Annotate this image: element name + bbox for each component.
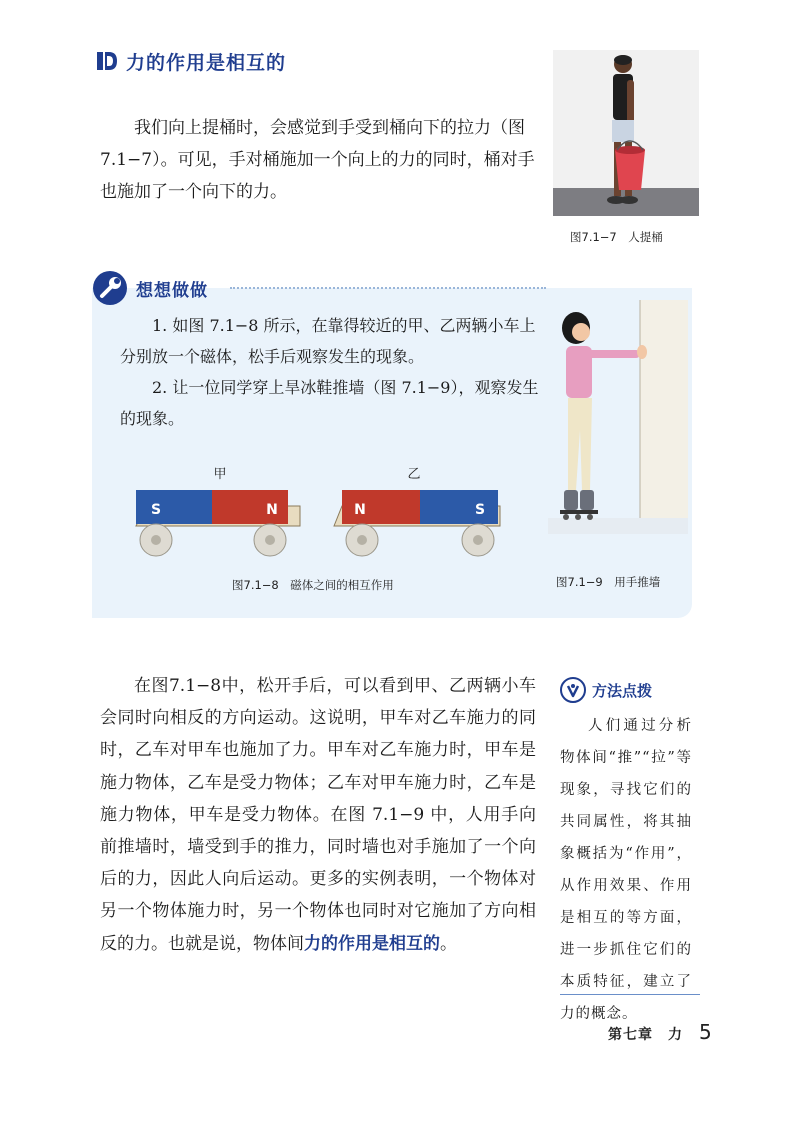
section-marker-icon: [96, 50, 118, 72]
main-text-body: 在图7.1−8中，松开手后，可以看到甲、乙两辆小车会同时向相反的方向运动。这说明，甲车对乙车施力的同时，乙车对甲车也施加了力。甲车对乙车施力时，甲车是施力物体，乙车是受力物体；乙车对甲车施力时，乙车是施力物体，甲车是受力物体。在图 7.1−9 中，人用手向前推墙时，墙受到手的推力，同时墙也对手施加了一个向后的力，因此人向后运动。更多的实例表明，一个物体对另一个物体施力时，另一个物体也同时对它施加了方向相反的力。也就是说，物体间: [100, 676, 536, 954]
sidebar-title: 方法点拨: [592, 681, 653, 700]
section-title: 力的作用是相互的: [126, 51, 287, 74]
figure-magnet-carts: [128, 456, 508, 564]
figure-7-1-8-caption: 图7.1−8 磁体之间的相互作用: [232, 578, 394, 592]
figure-7-1-9-caption: 图7.1−9 用手推墙: [556, 575, 661, 589]
intro-text: 我们向上提桶时，会感觉到手受到桶向下的拉力（图7.1−7）。可见，手对桶施加一个向上的力的同时，桶对手也施加了一个向下的力。: [100, 118, 535, 202]
page-footer: [608, 1020, 712, 1044]
car-b-label: 乙: [407, 467, 421, 482]
page-number: 5: [699, 1020, 712, 1044]
sidebar-text-block: [560, 710, 692, 1030]
activity-header: [92, 268, 208, 308]
magnet-b-south-end: [420, 490, 498, 524]
magnet-a-south-end: [136, 490, 212, 524]
section-heading: [96, 46, 286, 76]
magnet-a-s-label: S: [150, 502, 162, 518]
activity-divider: [230, 287, 546, 289]
main-text-end: 。: [440, 933, 457, 954]
sidebar-text: 人们通过分析物体间“推”“拉”等现象，寻找它们的共同属性，将其抽象概括为“作用”，从作用效果、作用是相互的等方面，进一步抓住它们的本质特征，建立了力的概念。: [560, 718, 692, 1022]
figure-7-1-7-caption: 图7.1−7 人提桶: [570, 230, 663, 244]
intro-paragraph: [100, 112, 540, 208]
figure-person-lifting-bucket: [553, 50, 699, 216]
main-text: [100, 670, 536, 960]
activity-instructions: [120, 310, 540, 434]
magnet-b-n-label: N: [354, 502, 366, 518]
magnet-a-n-label: N: [266, 502, 278, 518]
wrench-icon: [92, 270, 128, 306]
magnet-b-s-label: S: [474, 502, 486, 518]
key-concept-highlight: 力的作用是相互的: [304, 933, 440, 954]
activity-title: 想想做做: [136, 280, 208, 301]
method-tip-icon: [560, 677, 586, 703]
figure-girl-pushing-wall: [548, 300, 688, 534]
sidebar-header: [560, 676, 652, 704]
activity-item-2: 2. 让一位同学穿上旱冰鞋推墙（图 7.1−9），观察发生的现象。: [120, 378, 539, 428]
car-a-label: 甲: [213, 467, 227, 482]
activity-item-1: 1. 如图 7.1−8 所示，在靠得较近的甲、乙两辆小车上分别放一个磁体，松手后观察发生的现象。: [120, 316, 536, 366]
chapter-label: 第七章 力: [608, 1027, 683, 1043]
sidebar-bottom-rule: [560, 994, 700, 995]
main-paragraph: [100, 670, 536, 960]
